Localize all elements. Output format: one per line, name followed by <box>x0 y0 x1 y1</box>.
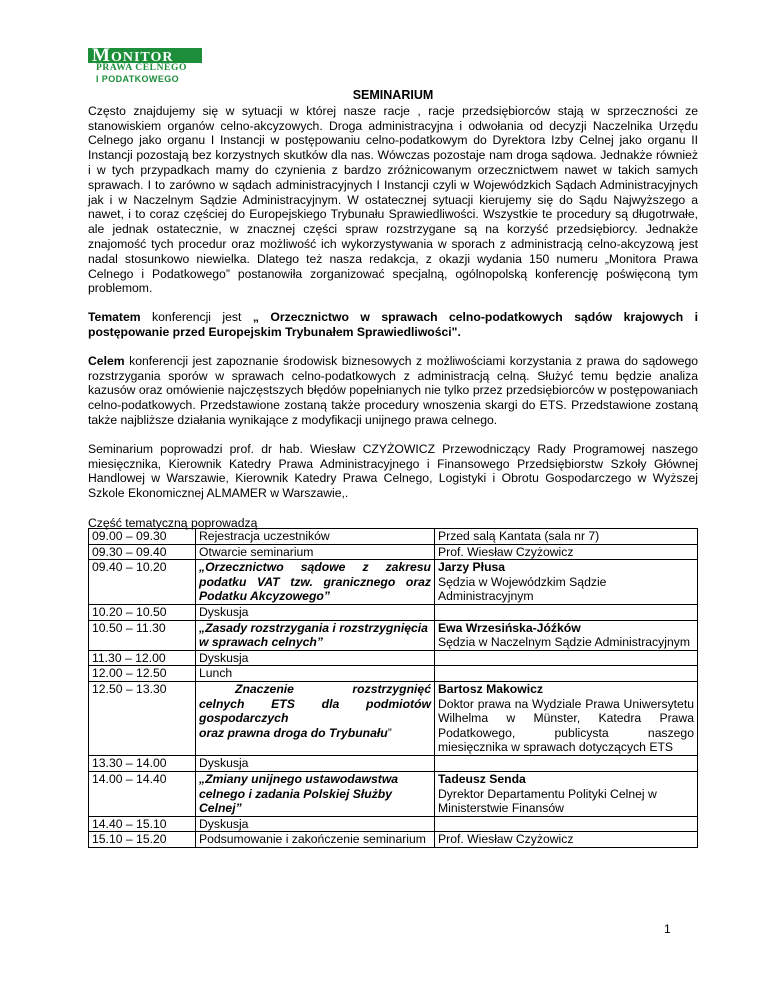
time-cell: 15.10 – 15.20 <box>89 832 196 848</box>
topic-cell: Dyskusja <box>196 650 435 666</box>
speaker-name: Ewa Wrzesińska-Jóźków <box>438 620 581 635</box>
speaker-cell <box>435 620 698 650</box>
table-row <box>89 816 698 832</box>
topic-line <box>199 726 431 741</box>
place-cell: Prof. Wiesław Czyżowicz <box>435 832 698 848</box>
topic-cell: Dyskusja <box>196 816 435 832</box>
logo-wordmark: MONITOR <box>88 48 202 63</box>
speaker-cell <box>435 771 698 816</box>
speaker-cell <box>435 560 698 605</box>
topic-cell: Lunch <box>196 666 435 682</box>
speaker-name: Bartosz Makowicz <box>438 681 543 696</box>
topic-line: gospodarczych <box>199 711 289 726</box>
topic-cell: „Zmiany unijnego ustawodawstwa celnego i zadania Polskiej Służby Celnej” <box>196 771 435 816</box>
table-row <box>89 832 698 848</box>
topic-cell: „Orzecznictwo sądowe z zakresu podatku VAT tzw. granicznego oraz Podatku Akcyzowego” <box>196 560 435 605</box>
theme-topic: „ Orzecznictwo w sprawach celno-podatkowych sądów krajowych i postępowanie przed Europejskim Trybunałem Sprawiedliwości". <box>88 310 699 339</box>
table-row <box>89 604 698 620</box>
table-row <box>89 756 698 772</box>
goal-text: konferencji jest zapoznanie środowisk biznesowych z możliwościami korzystania z prawa do sądowego rozstrzygania sporów w sprawach celno-podatkowych z administracją celną. Służyć temu będzie analiza kazusów oraz omówienie najczęstszych błędów popełnianych nie tylko przez przedsiębiorców w postępowaniach celno-podatkowych. Przedstawione zostaną także procedury wnoszenia skargi do ETS. Przedstawione zostaną także najbliższe działania wynikające z modyfikacji unijnego prawa celnego. <box>88 353 698 427</box>
topic-cell: Dyskusja <box>196 756 435 772</box>
speaker-desc: Sędzia w Naczelnym Sądzie Administracyjnym <box>438 635 690 650</box>
topic-tail-quote: ” <box>387 725 392 740</box>
speaker-name: Tadeusz Senda <box>438 771 526 786</box>
speaker-cell <box>435 681 698 755</box>
time-cell: 09.40 – 10.20 <box>89 560 196 605</box>
time-cell: 11.30 – 12.00 <box>89 650 196 666</box>
empty-cell <box>435 650 698 666</box>
topic-cell: Dyskusja <box>196 604 435 620</box>
empty-cell <box>435 816 698 832</box>
page-title: SEMINARIUM <box>352 88 434 102</box>
page-number: 1 <box>664 922 671 936</box>
speaker-desc: Doktor prawa na Wydziale Prawa Uniwersytetu Wilhelma w Münster, Katedra Prawa Podatkowego, publicysta naszego miesięcznika w sprawach dotyczących ETS <box>438 696 694 755</box>
table-row <box>89 620 698 650</box>
time-cell: 12.00 – 12.50 <box>89 666 196 682</box>
logo-line3: I PODATKOWEGO <box>96 74 180 84</box>
monitor-logo <box>88 45 202 86</box>
intro-paragraph: Często znajdujemy się w sytuacji w której nasze racje , racje przedsiębiorców stają w sprzeczności ze stanowiskiem organów celno-akcyzowych. Droga administracyjna i odwołania od decyzji Naczelnika Urzędu Celnego jako organu I Instancji w postępowaniu celno-podatkowym do Dyrektora Izby Celnej jako organu II Instancji pozostają bez korzystnych skutków dla nas. Wówczas pozostaje nam droga sądowa. Jednakże również i w tych przypadkach mamy do czynienia z bardzo zróżnicowanym orzecznictwem nawet w takich samych sprawach. I to zarówno w sądach administracyjnych I Instancji czyli w Wojewódzkich Sądach Administracyjnych jak i w Naczelnym Sądzie Administracyjnym. W ostatecznej sytuacji kierujemy się do Sądu Najwyższego a nawet, i to coraz częściej do Europejskiego Trybunału Sprawiedliwości. Wszystkie te procedury są długotrwałe, ale jednak ostatecznie, w znacznej części spraw rozstrzygane są na korzyść przedsiębiorcy. Jednakże znajomość tych procedur oraz możliwość ich wykorzystywania w sporach z administracją celno-akcyzową jest nadal stosunkowo niewielka. Dlatego też nasza redakcja, z okazji wydania 150 numeru „Monitora Prawa Celnego i Podatkowego” postanowiła zorganizować specjalną, ogólnopolską konferencję poświęconą tym problemom. <box>88 103 698 296</box>
speaker-desc: Dyrektor Departamentu Polityki Celnej w Ministerstwie Finansów <box>438 786 657 816</box>
schedule-lead: Część tematyczną poprowadzą <box>88 515 258 530</box>
table-row <box>89 681 698 755</box>
time-cell: 10.20 – 10.50 <box>89 604 196 620</box>
topic-line: Znaczenie rozstrzygnięć <box>235 681 431 696</box>
table-row <box>89 771 698 816</box>
moderator-paragraph: Seminarium poprowadzi prof. dr hab. Wiesław CZYŻOWICZ Przewodniczący Rady Programowej naszego miesięcznika, Kierownik Katedry Prawa Administracyjnego i Finansowego Przedsiębiorstw Szkoły Głównej Handlowej w Warszawie, Kierownik Katedry Prawa Celnego, Logistyki i Obrotu Gospodarczego w Wyższej Szkole Ekonomicznej ALMAMER w Warszawie,. <box>88 441 698 501</box>
document-body <box>88 88 698 531</box>
topic-cell: Podsumowanie i zakończenie seminarium <box>196 832 435 848</box>
table-row <box>89 650 698 666</box>
time-cell: 10.50 – 11.30 <box>89 620 196 650</box>
time-cell: 12.50 – 13.30 <box>89 681 196 755</box>
logo-line2: PRAWA CELNEGO <box>96 63 187 73</box>
time-cell: 14.40 – 15.10 <box>89 816 196 832</box>
topic-cell: Rejestracja uczestników <box>196 529 435 545</box>
empty-cell <box>435 604 698 620</box>
speaker-name: Jarzy Płusa <box>438 560 506 575</box>
topic-line: celnych ETS dla podmiotów <box>199 696 431 711</box>
place-cell: Przed salą Kantata (sala nr 7) <box>435 529 698 545</box>
goal-label: Celem <box>88 353 125 368</box>
time-cell: 14.00 – 14.40 <box>89 771 196 816</box>
table-row <box>89 544 698 560</box>
table-row <box>89 666 698 682</box>
topic-cell <box>196 681 435 755</box>
speaker-desc: Sędzia w Wojewódzkim Sądzie Administracyjnym <box>438 574 607 604</box>
table-row <box>89 560 698 605</box>
topic-cell: „Zasady rozstrzygania i rozstrzygnięcia w sprawach celnych” <box>196 620 435 650</box>
empty-cell <box>435 756 698 772</box>
topic-tail: oraz prawna droga do Trybunału <box>199 725 388 740</box>
theme-label: Tematem <box>88 310 141 325</box>
time-cell: 09.00 – 09.30 <box>89 529 196 545</box>
time-cell: 13.30 – 14.00 <box>89 756 196 772</box>
time-cell: 09.30 – 09.40 <box>89 544 196 560</box>
schedule-table <box>88 528 698 848</box>
empty-cell <box>435 666 698 682</box>
table-row <box>89 529 698 545</box>
theme-paragraph <box>88 310 698 340</box>
theme-prefix: konferencji jest <box>140 310 253 325</box>
topic-cell: Otwarcie seminarium <box>196 544 435 560</box>
place-cell: Prof. Wiesław Czyżowicz <box>435 544 698 560</box>
logo-line1: ONITOR <box>110 50 174 65</box>
goal-paragraph <box>88 354 698 428</box>
